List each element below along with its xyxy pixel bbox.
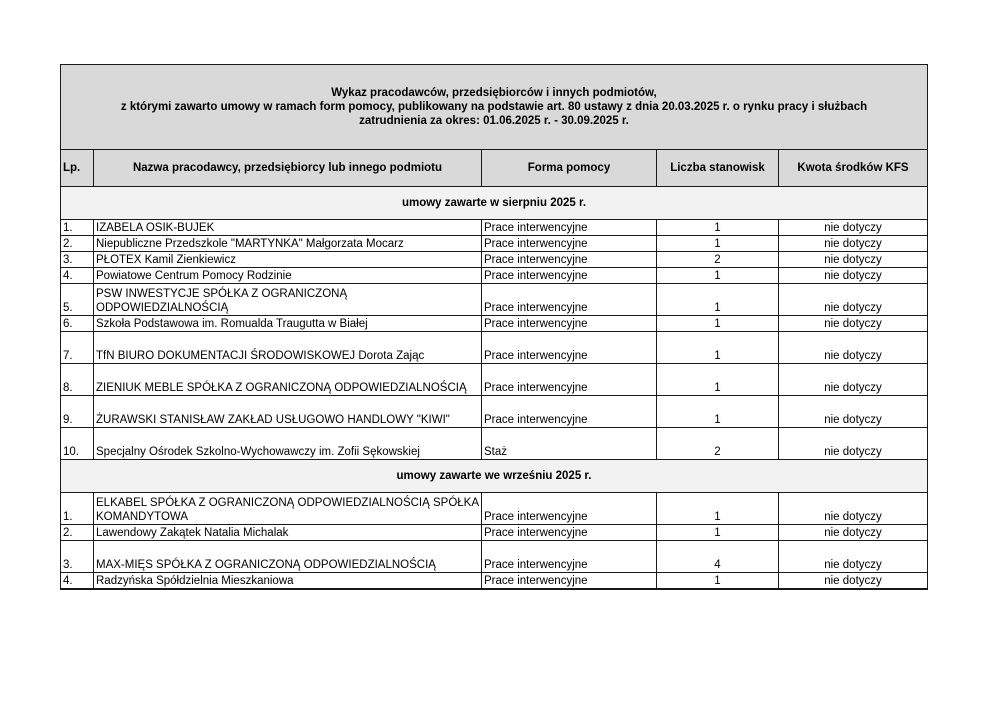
forma-pomocy-cell: Staż [482, 428, 657, 460]
kwota-kfs-cell: nie dotyczy [779, 252, 928, 268]
forma-pomocy-cell: Prace interwencyjne [482, 525, 657, 541]
liczba-stanowisk-cell: 4 [657, 541, 779, 573]
lp-cell: 5. [61, 284, 94, 316]
section-label: umowy zawarte we wrześniu 2025 r. [61, 460, 928, 493]
employer-name-cell: Radzyńska Spółdzielnia Mieszkaniowa [94, 573, 482, 590]
table-row [61, 541, 928, 573]
table-row [61, 284, 928, 316]
lp-cell: 3. [61, 541, 94, 573]
employer-name-cell: IZABELA OSIK-BUJEK [94, 220, 482, 236]
column-header-liczba: Liczba stanowisk [657, 150, 779, 187]
report-title [61, 65, 928, 150]
employers-report-table [60, 64, 928, 590]
liczba-stanowisk-cell: 1 [657, 316, 779, 332]
forma-pomocy-cell: Prace interwencyjne [482, 268, 657, 284]
lp-cell: 4. [61, 573, 94, 590]
employer-name-cell: ELKABEL SPÓŁKA Z OGRANICZONĄ ODPOWIEDZIALNOŚCIĄ SPÓŁKA KOMANDYTOWA [94, 493, 482, 525]
table-row [61, 364, 928, 396]
employer-name-cell: Powiatowe Centrum Pomocy Rodzinie [94, 268, 482, 284]
kwota-kfs-cell: nie dotyczy [779, 493, 928, 525]
kwota-kfs-cell: nie dotyczy [779, 220, 928, 236]
liczba-stanowisk-cell: 1 [657, 396, 779, 428]
table-row [61, 525, 928, 541]
table-row [61, 252, 928, 268]
lp-cell: 9. [61, 396, 94, 428]
liczba-stanowisk-cell: 1 [657, 525, 779, 541]
kwota-kfs-cell: nie dotyczy [779, 236, 928, 252]
employer-name-cell: ZIENIUK MEBLE SPÓŁKA Z OGRANICZONĄ ODPOWIEDZIALNOŚCIĄ [94, 364, 482, 396]
forma-pomocy-cell: Prace interwencyjne [482, 573, 657, 590]
forma-pomocy-cell: Prace interwencyjne [482, 284, 657, 316]
table-row [61, 396, 928, 428]
liczba-stanowisk-cell: 1 [657, 364, 779, 396]
liczba-stanowisk-cell: 1 [657, 236, 779, 252]
kwota-kfs-cell: nie dotyczy [779, 364, 928, 396]
lp-cell: 2. [61, 525, 94, 541]
table-row [61, 332, 928, 364]
liczba-stanowisk-cell: 2 [657, 252, 779, 268]
forma-pomocy-cell: Prace interwencyjne [482, 220, 657, 236]
lp-cell: 6. [61, 316, 94, 332]
lp-cell: 10. [61, 428, 94, 460]
section-header-row [61, 460, 928, 493]
kwota-kfs-cell: nie dotyczy [779, 541, 928, 573]
liczba-stanowisk-cell: 1 [657, 284, 779, 316]
liczba-stanowisk-cell: 1 [657, 573, 779, 590]
employer-name-cell: ŻURAWSKI STANISŁAW ZAKŁAD USŁUGOWO HANDLOWY "KIWI" [94, 396, 482, 428]
column-header-row [61, 150, 928, 187]
kwota-kfs-cell: nie dotyczy [779, 284, 928, 316]
lp-cell: 7. [61, 332, 94, 364]
forma-pomocy-cell: Prace interwencyjne [482, 541, 657, 573]
table-row [61, 268, 928, 284]
kwota-kfs-cell: nie dotyczy [779, 525, 928, 541]
table-row [61, 428, 928, 460]
liczba-stanowisk-cell: 1 [657, 268, 779, 284]
lp-cell: 1. [61, 493, 94, 525]
lp-cell: 8. [61, 364, 94, 396]
column-header-lp: Lp. [61, 150, 94, 187]
column-header-name: Nazwa pracodawcy, przedsiębiorcy lub innego podmiotu [94, 150, 482, 187]
section-label: umowy zawarte w sierpniu 2025 r. [61, 187, 928, 220]
forma-pomocy-cell: Prace interwencyjne [482, 252, 657, 268]
report-title-line-2: z którymi zawarto umowy w ramach form pomocy, publikowany na podstawie art. 80 ustawy z dnia 20.03.2025 r. o rynku pracy i służbach [120, 101, 868, 113]
table-row [61, 493, 928, 525]
kwota-kfs-cell: nie dotyczy [779, 332, 928, 364]
kwota-kfs-cell: nie dotyczy [779, 316, 928, 332]
lp-cell: 1. [61, 220, 94, 236]
liczba-stanowisk-cell: 1 [657, 220, 779, 236]
employer-name-cell: Szkoła Podstawowa im. Romualda Traugutta w Białej [94, 316, 482, 332]
employer-name-cell: Specjalny Ośrodek Szkolno-Wychowawczy im. Zofii Sękowskiej [94, 428, 482, 460]
section-header-row [61, 187, 928, 220]
employer-name-cell: Niepubliczne Przedszkole "MARTYNKA" Małgorzata Mocarz [94, 236, 482, 252]
kwota-kfs-cell: nie dotyczy [779, 573, 928, 590]
report-title-line-1: Wykaz pracodawców, przedsiębiorców i innych podmiotów, [331, 87, 657, 99]
kwota-kfs-cell: nie dotyczy [779, 396, 928, 428]
kwota-kfs-cell: nie dotyczy [779, 268, 928, 284]
employer-name-cell: MAX-MIĘS SPÓŁKA Z OGRANICZONĄ ODPOWIEDZIALNOŚCIĄ [94, 541, 482, 573]
forma-pomocy-cell: Prace interwencyjne [482, 364, 657, 396]
employer-name-cell: PSW INWESTYCJE SPÓŁKA Z OGRANICZONĄ ODPOWIEDZIALNOŚCIĄ [94, 284, 482, 316]
table-row [61, 573, 928, 590]
employer-name-cell: TfN BIURO DOKUMENTACJI ŚRODOWISKOWEJ Dorota Zając [94, 332, 482, 364]
forma-pomocy-cell: Prace interwencyjne [482, 493, 657, 525]
table-row [61, 220, 928, 236]
liczba-stanowisk-cell: 1 [657, 332, 779, 364]
report-title-row [61, 65, 928, 150]
employer-name-cell: PŁOTEX Kamil Zienkiewicz [94, 252, 482, 268]
forma-pomocy-cell: Prace interwencyjne [482, 396, 657, 428]
lp-cell: 3. [61, 252, 94, 268]
forma-pomocy-cell: Prace interwencyjne [482, 316, 657, 332]
kwota-kfs-cell: nie dotyczy [779, 428, 928, 460]
lp-cell: 4. [61, 268, 94, 284]
forma-pomocy-cell: Prace interwencyjne [482, 332, 657, 364]
liczba-stanowisk-cell: 1 [657, 493, 779, 525]
column-header-kwota: Kwota środków KFS [779, 150, 928, 187]
liczba-stanowisk-cell: 2 [657, 428, 779, 460]
lp-cell: 2. [61, 236, 94, 252]
report-title-line-3: zatrudnienia za okres: 01.06.2025 r. - 30.09.2025 r. [359, 115, 629, 127]
table-row [61, 236, 928, 252]
column-header-forma: Forma pomocy [482, 150, 657, 187]
forma-pomocy-cell: Prace interwencyjne [482, 236, 657, 252]
table-row [61, 316, 928, 332]
employer-name-cell: Lawendowy Zakątek Natalia Michalak [94, 525, 482, 541]
